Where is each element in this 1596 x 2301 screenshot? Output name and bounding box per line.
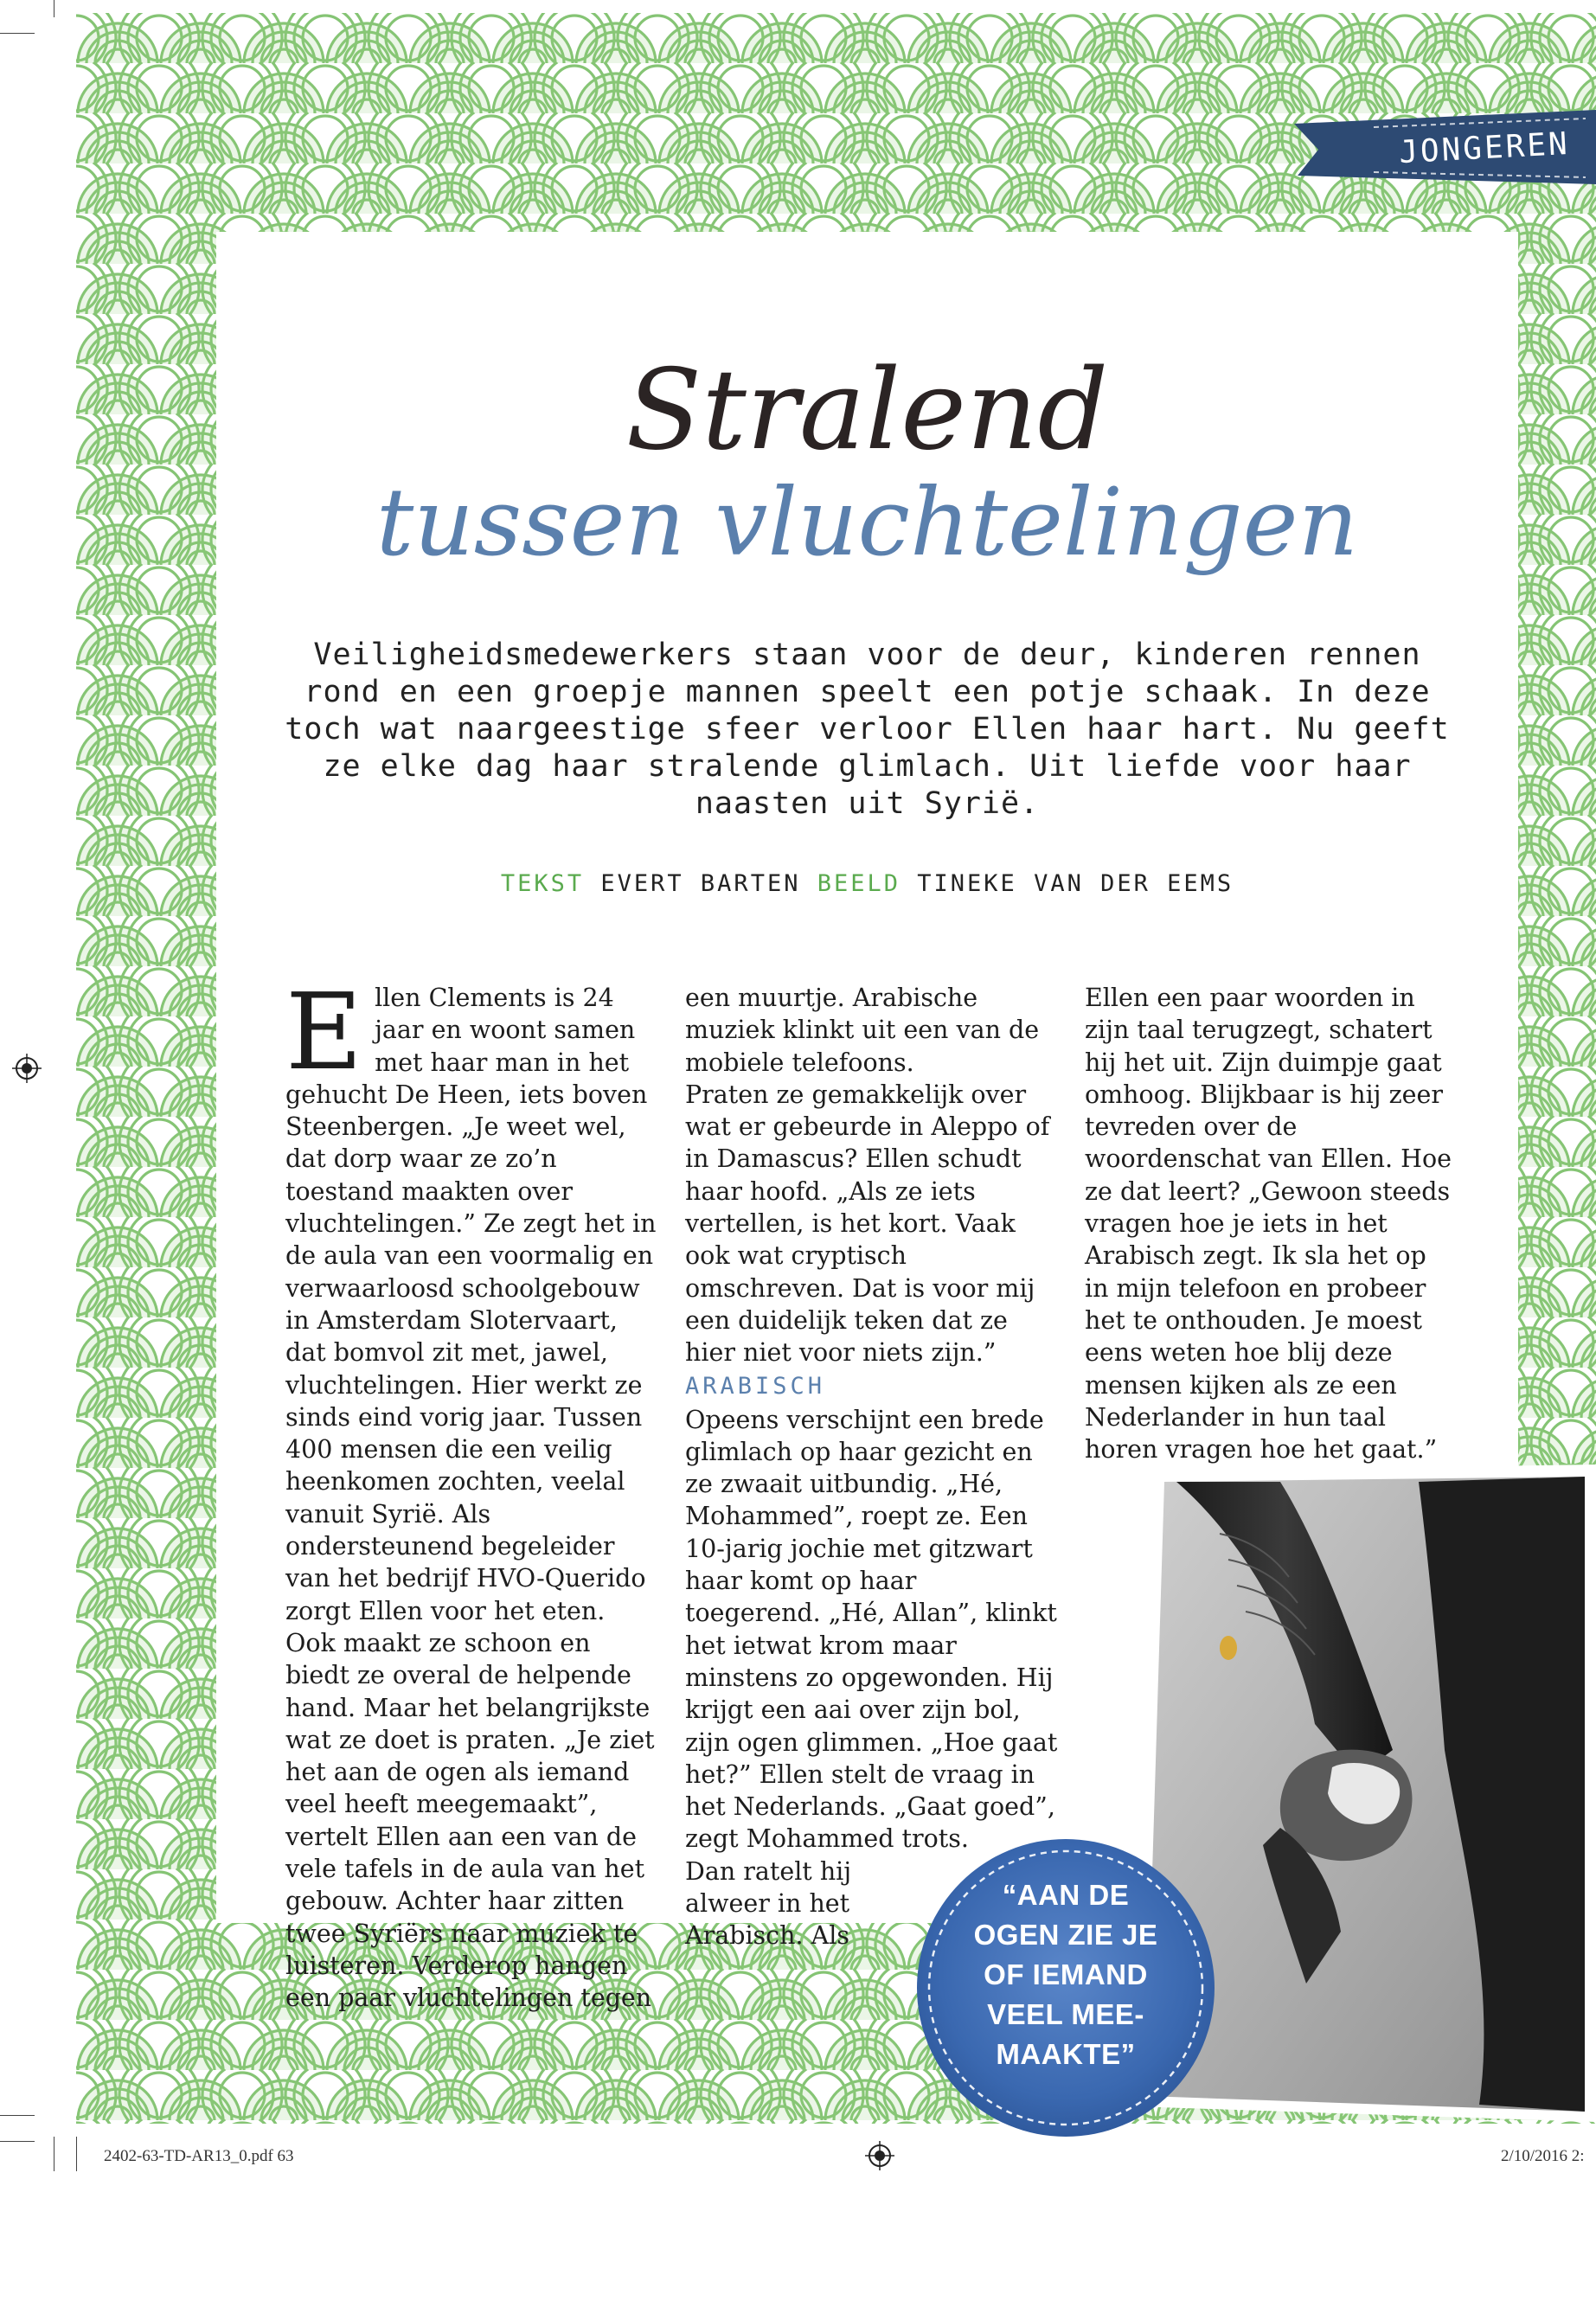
headline-line-1: Stralend (625, 346, 1109, 475)
text-credit-label: TEKST (500, 870, 585, 897)
crop-mark (0, 2141, 35, 2142)
article-column-1 (285, 971, 659, 2015)
registration-mark-icon (12, 1054, 42, 1086)
article-text: llen Clements is 24 jaar en woont samen met haar man in het gehucht De Heen, iets boven Steenbergen. „Je weet wel, dat dorp waar ze zo’n toestand maakten over vluchtelingen.” Ze zegt het in de aula van een voormalig en verwaarloosd schoolgebouw in Amsterdam Slotervaart, dat bomvol zit met, jawel, vluchtelingen. Hier werkt ze sinds eind vorig jaar. Tussen 400 mensen die een veilig heenkomen zochten, veelal vanuit Syrië. Als ondersteunend begeleider van het bedrijf HVO-Querido zorgt Ellen voor het eten. Ook maakt ze schoon en biedt ze overal de helpende hand. Maar het belangrijkste wat ze doet is praten. „Je ziet het aan de ogen als iemand veel heeft meegemaakt”, vertelt Ellen aan een van de vele tafels in de aula van het gebouw. Achter haar zitten twee Syriërs naar muziek te luisteren. Verderop hangen een paar vluchtelingen tegen (285, 984, 657, 2013)
section-tag-label: JONGEREN (1398, 125, 1571, 171)
pull-quote-line: VEEL MEE- (987, 1998, 1144, 2030)
registration-mark-icon (865, 2141, 894, 2174)
article-paragraph: Opeens verschijnt een brede glimlach op haar gezicht en ze zwaait uitbundig. „Hé, Mohammed”, roept ze. Een 10-jarig jochie met gitzwart haar komt op haar toegerend. „Hé, Allan”, klinkt het ietwat krom maar minstens zo opgewonden. Hij krijgt een aai over zijn bol, zijn ogen glimmen. „Hoe gaat het?” Ellen stelt de vraag in het Nederlands. „Gaat goed”, zegt Mohammed trots. (685, 1405, 1058, 1854)
article-paragraph: Dan ratelt hij alweer in het Arabisch. Als (685, 1856, 852, 1951)
image-credit-label: BEELD (817, 870, 901, 897)
section-tag (1287, 108, 1596, 188)
article-subhead: ARABISCH (685, 1372, 826, 1400)
crop-mark (76, 2137, 77, 2171)
drop-cap: E (285, 971, 363, 1093)
article-paragraph: Ellen een paar woorden in zijn taal terugzegt, schatert hij het uit. Zijn duimpje gaat omhoog. Blijkbaar is hij zeer tevreden over de woordenschat van Ellen. Hoe ze dat leert? „Gewoon steeds vragen hoe je iets in het Arabisch zegt. Ik sla het op in mijn telefoon en probeer het te onthouden. Je moest eens weten hoe blij deze mensen kijken als ze een Nederlander in hun taal horen vragen hoe het gaat.” (1085, 984, 1452, 1465)
pull-quote-line: OGEN ZIE JE (973, 1919, 1158, 1951)
crop-mark (0, 2115, 35, 2116)
pull-quote (919, 1875, 1213, 2074)
intro-paragraph: Veiligheidsmedewerkers staan voor de deur, kinderen rennen rond en een groepje mannen speelt een potje schaak. In deze toch wat naargeestige sfeer verloor Ellen haar hart. Nu geeft ze elke dag haar stralende glimlach. Uit liefde voor haar naasten uit Syrië. (285, 638, 1450, 821)
headline-line-2: tussen vluchtelingen (375, 469, 1359, 577)
crop-mark (0, 33, 35, 34)
pull-quote-line: MAAKTE” (996, 2038, 1136, 2070)
print-slug-file: 2402-63-TD-AR13_0.pdf 63 (104, 2147, 294, 2165)
print-slug-date: 2/10/2016 2: (1501, 2147, 1585, 2165)
article-column-3 (1085, 982, 1457, 1465)
text-credit-author: EVERT BARTEN (600, 870, 801, 897)
article-paragraph: een muurtje. Arabische muziek klinkt uit een van de mobiele telefoons. (685, 984, 1040, 1077)
article-paragraph: Praten ze gemakkelijk over wat er gebeurde in Aleppo of in Damascus? Ellen schudt haar hoofd. „Als ze iets vertellen, is het kort. Vaak ook wat cryptisch omschreven. Dat is voor mij een duidelijk teken dat ze hier niet voor niets zijn.” (685, 1080, 1050, 1368)
image-credit-author: TINEKE VAN DER EEMS (917, 870, 1234, 897)
article-column-2 (685, 982, 1059, 1952)
pull-quote-line: “AAN DE (1002, 1879, 1130, 1911)
pull-quote-line: OF IEMAND (984, 1958, 1148, 1990)
byline (216, 870, 1518, 897)
